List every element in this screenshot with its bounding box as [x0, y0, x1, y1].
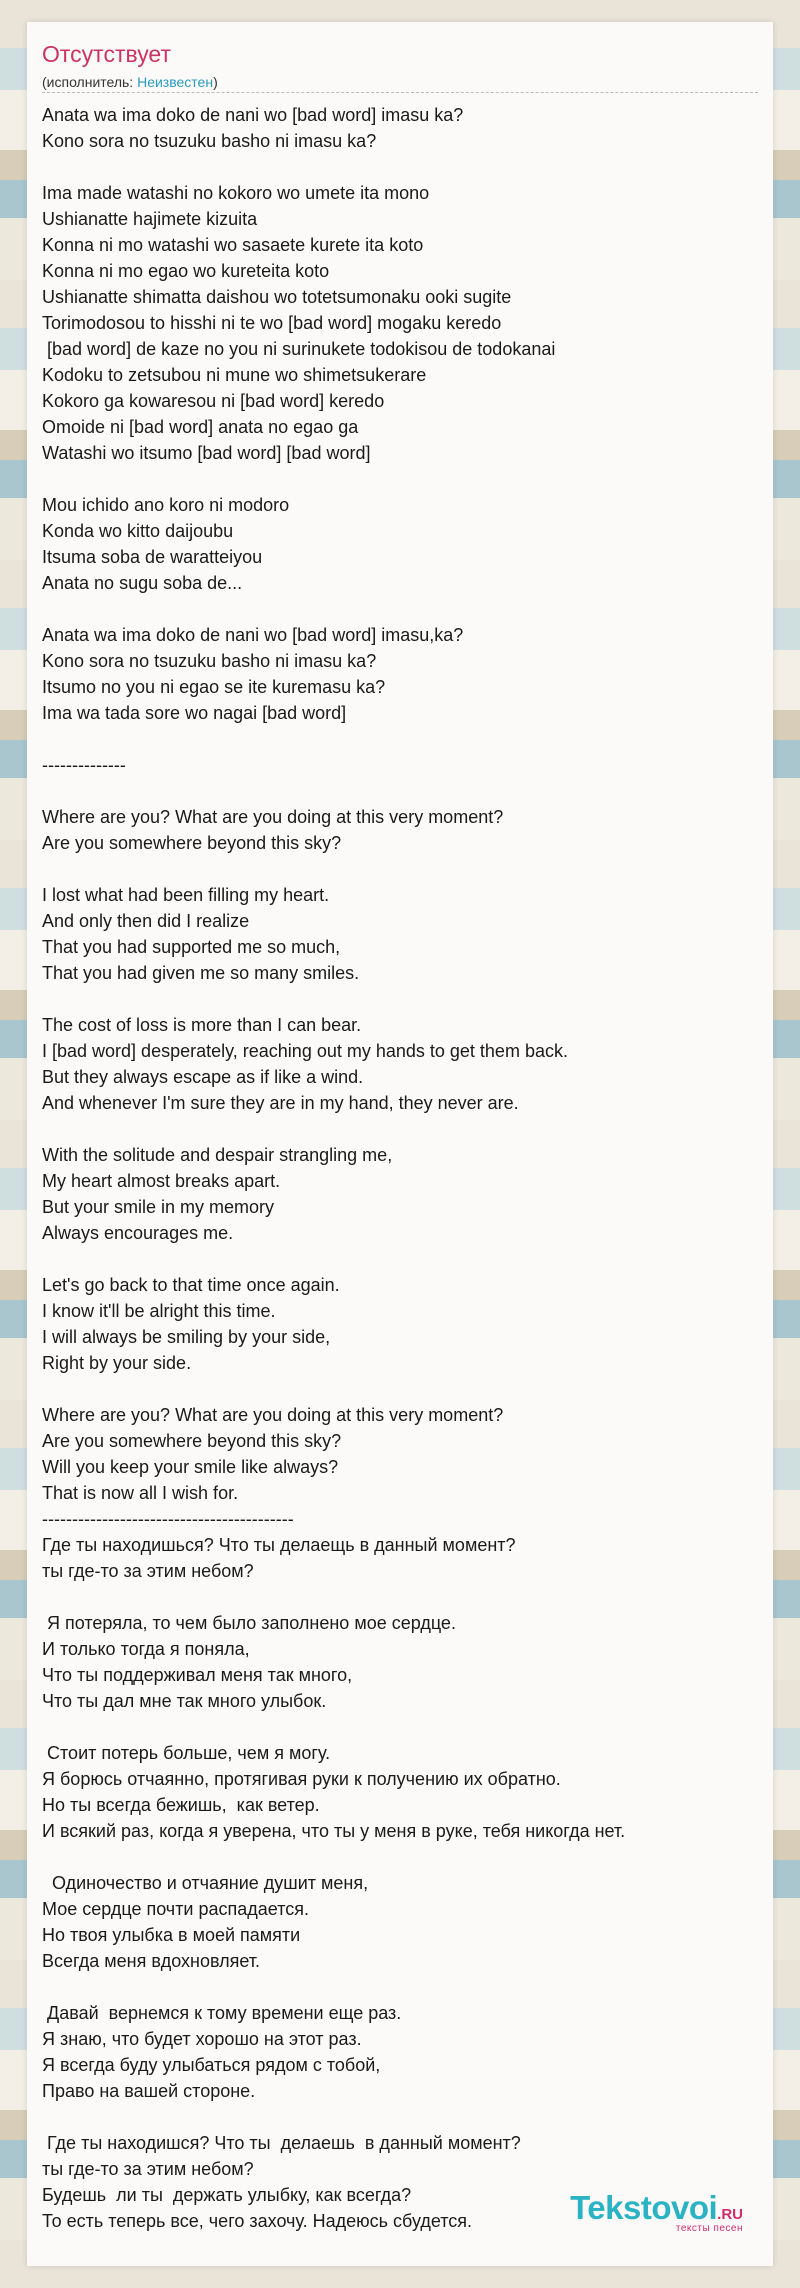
logo-tagline: тексты песен [675, 2223, 743, 2234]
artist-suffix: ) [213, 74, 218, 90]
logo-main: Tekstovoi [570, 2189, 718, 2226]
lyrics-panel [27, 22, 773, 2266]
lyrics-text: Anata wa ima doko de nani wo [bad word] imasu ka? Kono sora no tsuzuku basho ni imasu ka? Ima made watashi no kokoro wo umete ita mono Ushianatte hajimete kizuita Konna ni mo watashi wo sasaete kurete ita koto Konna ni mo egao wo kureteita koto Ushianatte shimatta daishou wo totetsumonaku ooki sugite Torimodosou to hisshi ni te wo [bad word] mogaku keredo [bad word] de kaze no you ni surinukete todokisou de todokanai Kodoku to zetsubou ni mune wo shimetsukerare Kokoro ga kowaresou ni [bad word] keredo Omoide ni [bad word] anata no egao ga Watashi wo itsumo [bad word] [bad word] Mou ichido ano koro ni modoro Konda wo kitto daijoubu Itsuma soba de waratteiyou Anata no sugu soba de... Anata wa ima doko de nani wo [bad word] imasu,ka? Kono sora no tsuzuku basho ni imasu ka? Itsumo no you ni egao se ite kuremasu ka? Ima wa tada sore wo nagai [bad word] -------------- Where are you? What are you doing at this very moment? Are you somewhere beyond this sky? I lost what had been filling my heart. And only then did I realize That you had supported me so much, That you had given me so many smiles. The cost of loss is more than I can bear. I [bad word] desperately, reaching out my hands to get them back. But they always escape as if like a wind. And whenever I'm sure they are in my hand, they never are. With the solitude and despair strangling me, My heart almost breaks apart. But your smile in my memory Always encourages me. Let's go back to that time once again. I know it'll be alright this time. I will always be smiling by your side, Right by your side. Where are you? What are you doing at this very moment? Are you somewhere beyond this sky? Will you keep your smile like always? That is now all I wish for. ------------------------------------------ Где ты находишься? Что ты делаещь в данный момент? ты где-то за этим небом? Я потеряла, то чем было заполнено мое сердце. И только тогда я поняла, Что ты поддерживал меня так много, Что ты дал мне так много улыбок. Стоит потерь больше, чем я могу. Я борюсь отчаянно, протягивая руки к получению их обратно. Но ты всегда бежишь, как ветер. И всякий раз, когда я уверена, что ты у меня в руке, тебя никогда нет. Одиночество и отчаяние душит меня, Мое сердце почти распадается. Но твоя улыбка в моей памяти Всегда меня вдохновляет. Давай вернемся к тому времени еще раз. Я знаю, что будет хорошо на этот раз. Я всегда буду улыбаться рядом с тобой, Право на вашей стороне. Где ты находишся? Что ты делаешь в данный момент? ты где-то за этим небом? Будешь ли ты держать улыбку, как всегда? То есть теперь все, чего захочу. Надеюсь сбудется. [42, 105, 626, 2231]
artist-link[interactable]: Неизвестен [137, 74, 214, 90]
song-title: Отсутствует [42, 41, 171, 67]
artist-line [42, 74, 218, 90]
logo-tld: .RU [717, 2206, 743, 2223]
site-logo[interactable] [570, 2189, 743, 2234]
header-divider [42, 92, 758, 93]
artist-prefix: (исполнитель: [42, 74, 138, 90]
